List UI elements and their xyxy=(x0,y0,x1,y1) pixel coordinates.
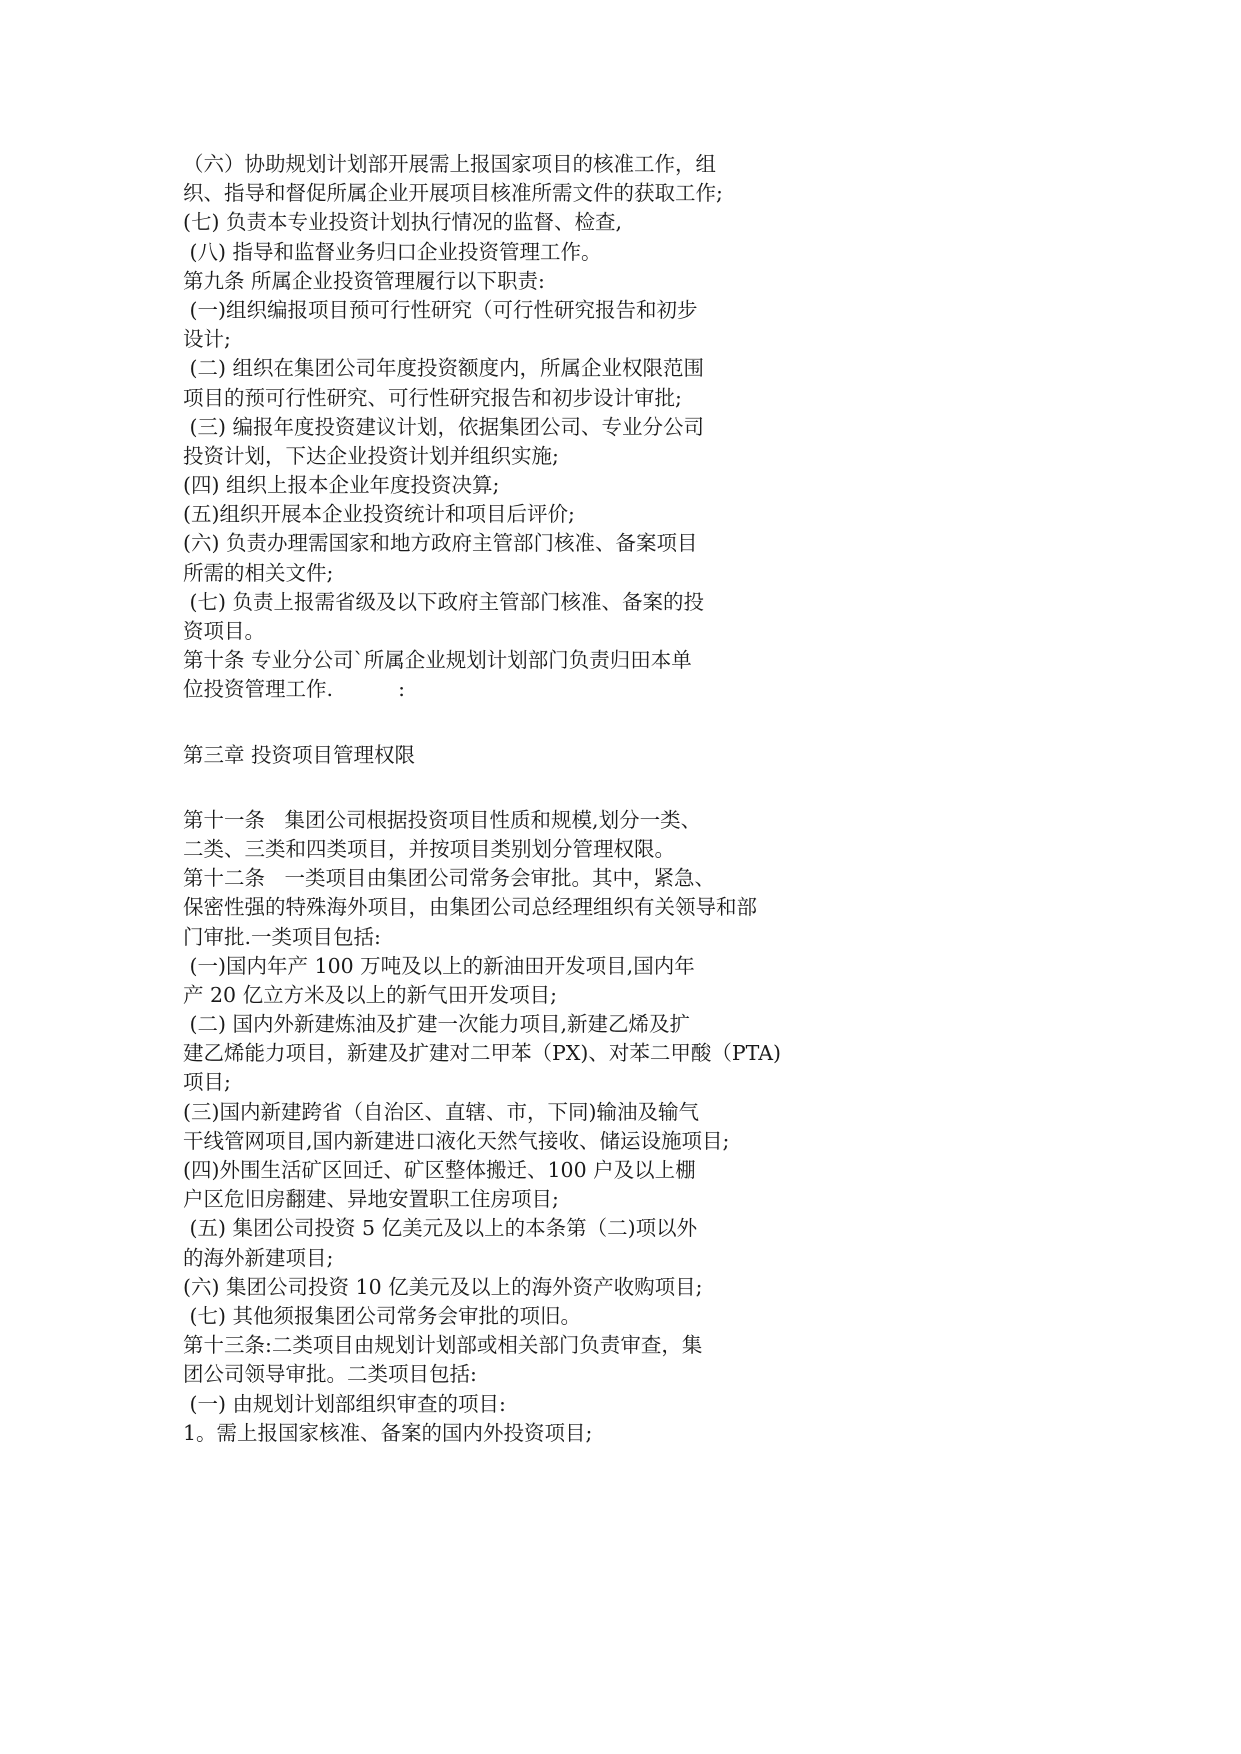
text-line: 位投资管理工作. : xyxy=(183,677,406,702)
text-line: 第十二条 一类项目由集团公司常务会审批。其中，紧急、 xyxy=(183,866,716,891)
text-line: 资项目。 xyxy=(183,619,265,643)
text-line: (一) 由规划计划部组织审查的项目: xyxy=(183,1391,506,1416)
text-line: (一)组织编报项目预可行性研究（可行性研究报告和初步 xyxy=(183,297,698,322)
text-line: 1。需上报国家核准、备案的国内外投资项目; xyxy=(183,1420,593,1445)
document-body xyxy=(183,150,1083,1448)
text-line: (五) 集团公司投资 5 亿美元及以上的本条第（二)项以外 xyxy=(183,1216,698,1241)
text-line: 第十一条 集团公司根据投资项目性质和规模,划分一类、 xyxy=(183,807,702,832)
text-line: (七) 负责本专业投资计划执行情况的监督、检查, xyxy=(183,210,623,235)
text-line: 第三章 投资项目管理权限 xyxy=(183,742,416,767)
text-line: 设计; xyxy=(183,327,231,352)
text-line: 干线管网项目,国内新建进口液化天然气接收、储运设施项目; xyxy=(183,1128,730,1153)
text-line: (三)国内新建跨省（自治区、直辖、市，下同)输油及输气 xyxy=(183,1099,699,1124)
text-line: 织、指导和督促所属企业开展项目核准所需文件的获取工作; xyxy=(183,181,723,206)
text-line: 第十三条:二类项目由规划计划部或相关部门负责审查，集 xyxy=(183,1333,703,1358)
text-line: (八) 指导和监督业务归口企业投资管理工作。 xyxy=(183,239,602,264)
text-line: (一)国内年产 100 万吨及以上的新油田开发项目,国内年 xyxy=(183,953,695,978)
text-line: 投资计划，下达企业投资计划并组织实施; xyxy=(183,443,559,468)
text-line: (六) 负责办理需国家和地方政府主管部门核准、备案项目 xyxy=(183,531,698,556)
text-line: 所需的相关文件; xyxy=(183,560,334,585)
text-line: (三) 编报年度投资建议计划，依据集团公司、专业分公司 xyxy=(183,414,705,439)
text-line: (二) 国内外新建炼油及扩建一次能力项目,新建乙烯及扩 xyxy=(183,1012,691,1037)
text-line: 保密性强的特殊海外项目，由集团公司总经理组织有关领导和部 xyxy=(183,895,757,920)
text-line: (七) 负责上报需省级及以下政府主管部门核准、备案的投 xyxy=(183,589,705,614)
text-line: 团公司领导审批。二类项目包括: xyxy=(183,1362,477,1387)
text-line: 产 20 亿立方米及以上的新气田开发项目; xyxy=(183,982,558,1007)
text-line: 二类、三类和四类项目，并按项目类别划分管理权限。 xyxy=(183,836,675,861)
text-line: 建乙烯能力项目，新建及扩建对二甲苯（PX)、对苯二甲酸（PTA) xyxy=(183,1041,782,1066)
text-line: 项目; xyxy=(183,1070,231,1095)
text-line: (四)外围生活矿区回迁、矿区整体搬迁、100 户及以上棚 xyxy=(183,1158,696,1182)
text-line: 第九条 所属企业投资管理履行以下职责: xyxy=(183,268,545,293)
text-line: 户区危旧房翻建、异地安置职工住房项目; xyxy=(183,1187,559,1212)
blank-line xyxy=(183,770,1083,806)
text-line: 门审批.一类项目包括: xyxy=(183,924,381,949)
text-line: (六) 集团公司投资 10 亿美元及以上的海外资产收购项目; xyxy=(183,1274,703,1299)
blank-line xyxy=(183,705,1083,741)
text-line: (七) 其他须报集团公司常务会审批的项旧。 xyxy=(183,1303,582,1328)
text-line: 项目的预可行性研究、可行性研究报告和初步设计审批; xyxy=(183,385,682,410)
text-line: （六）协助规划计划部开展需上报国家项目的核准工作，组 xyxy=(183,152,716,176)
text-line: 的海外新建项目; xyxy=(183,1245,334,1270)
text-line: (五)组织开展本企业投资统计和项目后评价; xyxy=(183,502,575,527)
text-line: (四) 组织上报本企业年度投资决算; xyxy=(183,473,500,498)
text-line: (二) 组织在集团公司年度投资额度内，所属企业权限范围 xyxy=(183,356,705,381)
text-line: 第十条 专业分公司`所属企业规划计划部门负责归田本单 xyxy=(183,648,692,673)
